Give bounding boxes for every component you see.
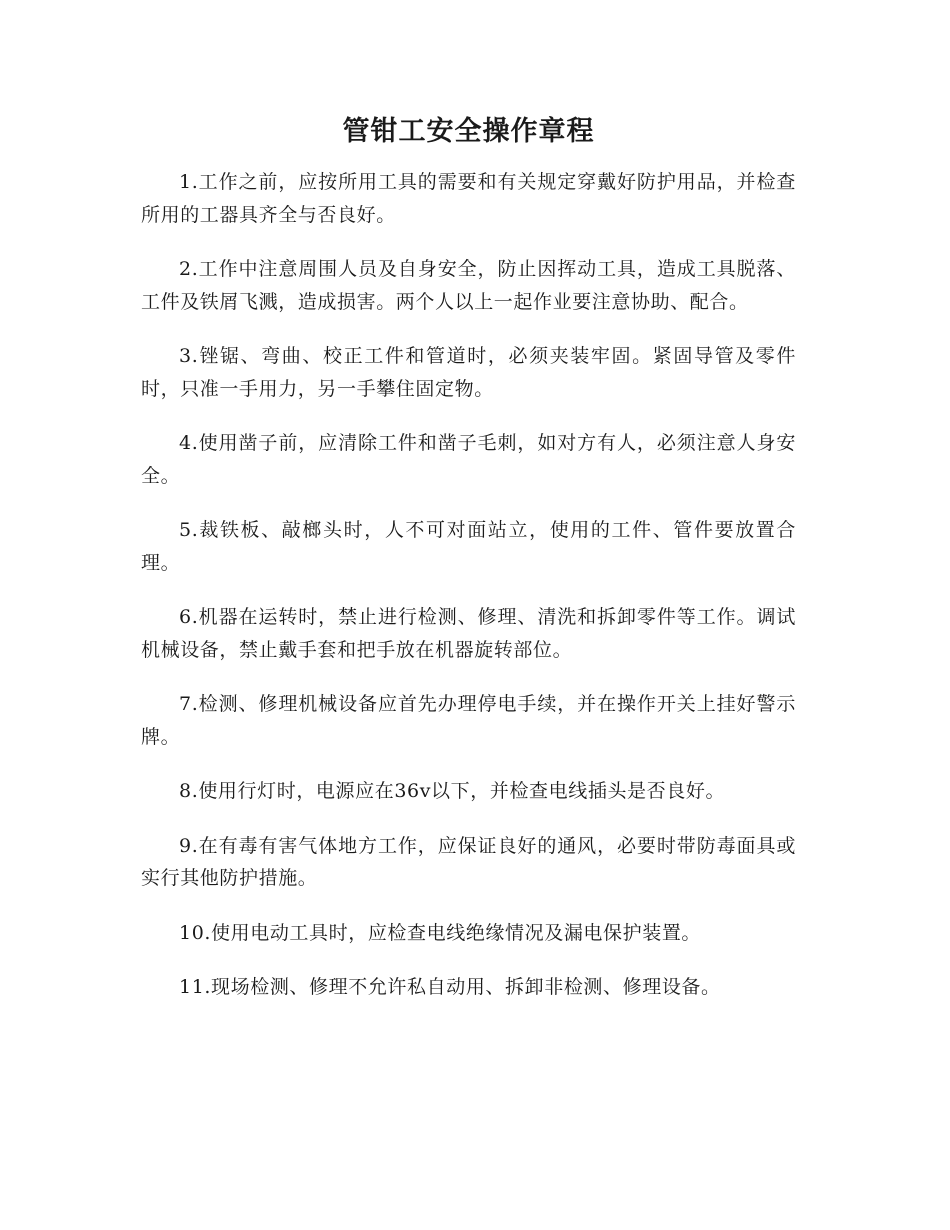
- document-title: 管钳工安全操作章程: [342, 116, 595, 147]
- rule-item-3: 3.锉锯、弯曲、校正工件和管道时，必须夹装牢固。紧固导管及零件时，只准一手用力，另一手攀住固定物。: [141, 345, 796, 400]
- rule-item-4: 4.使用凿子前，应清除工件和凿子毛刺，如对方有人，必须注意人身安全。: [141, 432, 796, 487]
- rule-item-6: 6.机器在运转时，禁止进行检测、修理、清洗和拆卸零件等工作。调试机械设备，禁止戴手套和把手放在机器旋转部位。: [141, 606, 796, 661]
- rule-item-1: 1.工作之前，应按所用工具的需要和有关规定穿戴好防护用品，并检查所用的工器具齐全与否良好。: [141, 171, 796, 226]
- rule-item-7: 7.检测、修理机械设备应首先办理停电手续，并在操作开关上挂好警示牌。: [141, 693, 796, 748]
- rule-item-11: 11.现场检测、修理不允许私自动用、拆卸非检测、修理设备。: [179, 976, 721, 998]
- rule-item-10: 10.使用电动工具时，应检查电线绝缘情况及漏电保护装置。: [179, 921, 702, 944]
- rule-item-8: 8.使用行灯时，电源应在36v以下，并检查电线插头是否良好。: [179, 780, 726, 802]
- rule-item-9: 9.在有毒有害气体地方工作，应保证良好的通风，必要时带防毒面具或实行其他防护措施。: [141, 834, 796, 889]
- rule-item-5: 5.裁铁板、敲榔头时，人不可对面站立，使用的工件、管件要放置合理。: [141, 519, 796, 574]
- rule-item-2: 2.工作中注意周围人员及自身安全，防止因挥动工具，造成工具脱落、工件及铁屑飞溅，造成损害。两个人以上一起作业要注意协助、配合。: [141, 258, 796, 313]
- document-page: [141, 112, 796, 1004]
- rules-list: [141, 166, 796, 1004]
